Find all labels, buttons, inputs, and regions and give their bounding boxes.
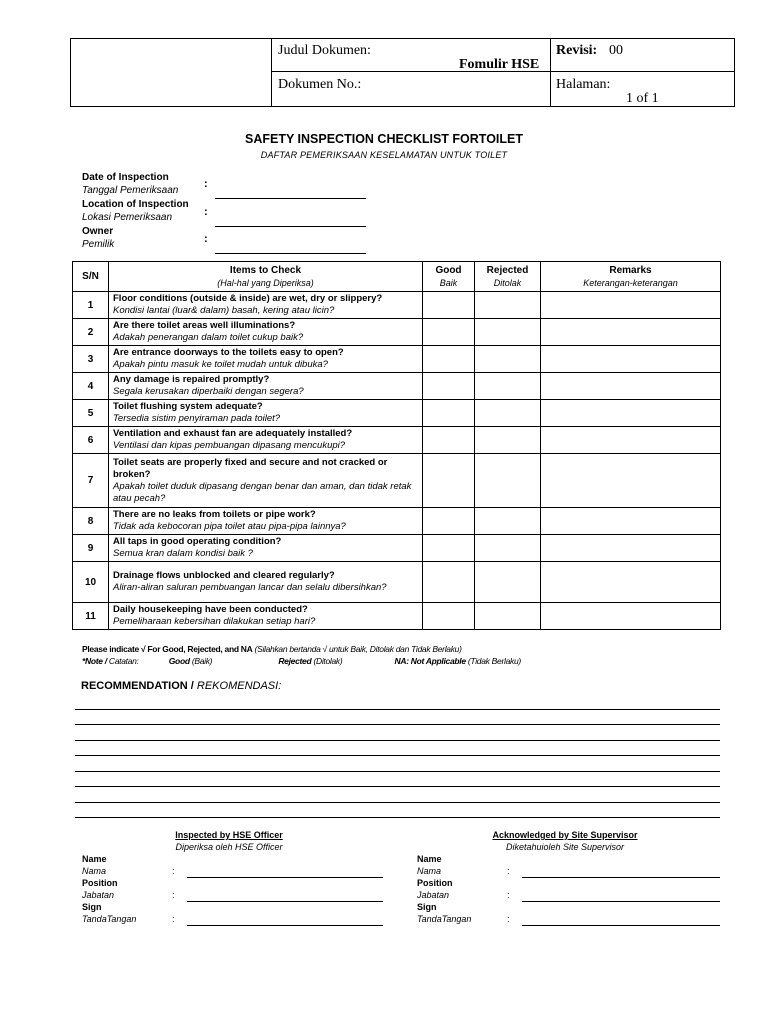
name-label: Name: [82, 854, 107, 864]
dokumen-label: Dokumen No.:: [278, 77, 362, 92]
rejected-cell[interactable]: [475, 400, 541, 427]
page-subtitle: DAFTAR PEMERIKSAAN KESELAMATAN UNTUK TOILET: [260, 150, 508, 160]
inspected-by-subtitle: Diperiksa oleh HSE Officer: [175, 842, 283, 852]
remarks-cell[interactable]: [541, 373, 721, 400]
remarks-cell[interactable]: [541, 400, 721, 427]
item-cell: Floor conditions (outside & inside) are wet, dry or slippery? Kondisi lantai (luar& dalam) basah, kering atau licin?: [109, 292, 423, 319]
recommendation-line[interactable]: [75, 771, 720, 772]
name-label: Name: [417, 854, 442, 864]
header-divider: [271, 39, 272, 106]
supervisor-position-field[interactable]: [522, 901, 720, 902]
item-cell: There are no leaks from toilets or pipe work? Tidak ada kebocoran pipa toilet atau pipa-pipa lainnya?: [109, 508, 423, 535]
remarks-cell[interactable]: [541, 603, 721, 630]
row-number: 6: [73, 427, 109, 454]
colon: :: [172, 890, 175, 900]
recommendation-line[interactable]: [75, 786, 720, 787]
location-label-id: Lokasi Pemeriksaan: [82, 212, 173, 223]
recommendation-line[interactable]: [75, 755, 720, 756]
inspector-name-field[interactable]: [187, 877, 383, 878]
sign-label-id: TandaTangan: [417, 914, 472, 924]
location-field[interactable]: [215, 226, 366, 227]
item-cell: Ventilation and exhaust fan are adequately installed? Ventilasi dan kipas pembuangan dipasang mencukupi?: [109, 427, 423, 454]
item-cell: Are entrance doorways to the toilets easy to open? Apakah pintu masuk ke toilet mudah untuk dibuka?: [109, 346, 423, 373]
item-cell: Toilet seats are properly fixed and secure and not cracked or broken? Apakah toilet duduk dipasang dengan benar dan aman, dan tidak retak atau pecah?: [109, 454, 423, 508]
item-cell: Toilet flushing system adequate? Tersedia sistim penyiraman pada toilet?: [109, 400, 423, 427]
row-number: 2: [73, 319, 109, 346]
revisi-value: 00: [609, 43, 623, 58]
instruction-note: Please indicate √ For Good, Rejected, and NA (Silahkan bertanda √ untuk Baik, Ditolak dan Tidak Berlaku): [82, 644, 462, 654]
item-cell: All taps in good operating condition? Semua kran dalam kondisi baik ?: [109, 535, 423, 562]
recommendation-line[interactable]: [75, 709, 720, 710]
document-header: [70, 38, 735, 107]
row-number: 7: [73, 454, 109, 508]
good-cell[interactable]: [423, 603, 475, 630]
owner-label: Owner: [82, 226, 114, 237]
remarks-cell[interactable]: [541, 292, 721, 319]
table-row: [73, 603, 721, 630]
rejected-cell[interactable]: [475, 346, 541, 373]
sign-label: Sign: [82, 902, 102, 912]
inspector-position-field[interactable]: [187, 901, 383, 902]
supervisor-sign-field[interactable]: [522, 925, 720, 926]
colon: :: [507, 890, 510, 900]
row-number: 5: [73, 400, 109, 427]
header-rejected: Rejected Ditolak: [475, 262, 541, 292]
acknowledged-by-subtitle: Diketahuioleh Site Supervisor: [505, 842, 625, 852]
recommendation-line[interactable]: [75, 802, 720, 803]
name-label-id: Nama: [82, 866, 107, 876]
rejected-cell[interactable]: [475, 603, 541, 630]
halaman-label: Halaman:: [556, 77, 611, 92]
colon: :: [172, 866, 175, 876]
table-row: [73, 535, 721, 562]
remarks-cell[interactable]: [541, 454, 721, 508]
owner-label-id: Pemilik: [82, 239, 115, 250]
sign-label: Sign: [417, 902, 437, 912]
owner-field[interactable]: [215, 253, 366, 254]
colon: :: [204, 178, 208, 190]
rejected-cell[interactable]: [475, 319, 541, 346]
halaman-value: 1 of 1: [626, 91, 659, 106]
recommendation-line[interactable]: [75, 724, 720, 725]
position-label-id: Jabatan: [82, 890, 115, 900]
good-cell[interactable]: [423, 319, 475, 346]
location-label: Location of Inspection: [82, 199, 189, 210]
header-remarks: Remarks Keterangan-keterangan: [541, 262, 721, 292]
row-number: 1: [73, 292, 109, 319]
table-row: [73, 373, 721, 400]
row-number: 11: [73, 603, 109, 630]
colon: :: [204, 233, 208, 245]
good-cell[interactable]: [423, 508, 475, 535]
table-row: [73, 292, 721, 319]
header-sn: S/N: [73, 262, 109, 292]
recommendation-line[interactable]: [75, 740, 720, 741]
judul-value: Fomulir HSE: [459, 57, 540, 72]
rejected-cell[interactable]: [475, 454, 541, 508]
rejected-cell[interactable]: [475, 535, 541, 562]
date-label: Date of Inspection: [82, 172, 169, 183]
date-label-id: Tanggal Pemeriksaan: [82, 185, 179, 196]
table-row: [73, 319, 721, 346]
item-cell: Daily housekeeping have been conducted? Pemeliharaan kebersihan dilakukan setiap hari?: [109, 603, 423, 630]
row-number: 4: [73, 373, 109, 400]
name-label-id: Nama: [417, 866, 442, 876]
rejected-cell[interactable]: [475, 373, 541, 400]
revisi-label: Revisi:: [556, 43, 598, 58]
header-items: Items to Check (Hal-hal yang Diperiksa): [109, 262, 423, 292]
position-label: Position: [417, 878, 453, 888]
header-good: Good Baik: [423, 262, 475, 292]
row-number: 3: [73, 346, 109, 373]
item-cell: Are there toilet areas well illuminations? Adakah penerangan dalam toilet cukup baik?: [109, 319, 423, 346]
sign-label-id: TandaTangan: [82, 914, 137, 924]
good-cell[interactable]: [423, 562, 475, 603]
table-row: [73, 454, 721, 508]
colon: :: [172, 914, 175, 924]
remarks-cell[interactable]: [541, 427, 721, 454]
acknowledged-by-title: Acknowledged by Site Supervisor: [492, 830, 638, 840]
table-row: [73, 400, 721, 427]
recommendation-line[interactable]: [75, 817, 720, 818]
rejected-cell[interactable]: [475, 292, 541, 319]
item-cell: Any damage is repaired promptly? Segala kerusakan diperbaiki dengan segera?: [109, 373, 423, 400]
good-cell[interactable]: [423, 535, 475, 562]
good-cell[interactable]: [423, 400, 475, 427]
judul-label: Judul Dokumen:: [278, 43, 371, 58]
rejected-cell[interactable]: [475, 508, 541, 535]
page-title: SAFETY INSPECTION CHECKLIST FORTOILET: [244, 132, 524, 146]
remarks-cell[interactable]: [541, 535, 721, 562]
inspected-by-title: Inspected by HSE Officer: [175, 830, 283, 840]
table-row: [73, 346, 721, 373]
colon: :: [507, 866, 510, 876]
good-cell[interactable]: [423, 373, 475, 400]
good-cell[interactable]: [423, 427, 475, 454]
supervisor-name-field[interactable]: [522, 877, 720, 878]
remarks-cell[interactable]: [541, 346, 721, 373]
remarks-cell[interactable]: [541, 319, 721, 346]
item-cell: Drainage flows unblocked and cleared regularly? Aliran-aliran saluran pembuangan lancar dan selalu dibersihkan?: [109, 562, 423, 603]
rejected-cell[interactable]: [475, 427, 541, 454]
remarks-cell[interactable]: [541, 562, 721, 603]
position-label: Position: [82, 878, 118, 888]
good-cell[interactable]: [423, 292, 475, 319]
row-number: 10: [73, 562, 109, 603]
inspector-sign-field[interactable]: [187, 925, 383, 926]
legend-note: *Note / Catatan: Good (Baik) Rejected (Ditolak) NA: Not Applicable (Tidak Berlaku): [82, 656, 521, 666]
table-row: [73, 562, 721, 603]
checklist-table: [72, 261, 721, 630]
rejected-cell[interactable]: [475, 562, 541, 603]
table-row: [73, 427, 721, 454]
good-cell[interactable]: [423, 346, 475, 373]
position-label-id: Jabatan: [417, 890, 450, 900]
colon: :: [204, 206, 208, 218]
colon: :: [507, 914, 510, 924]
good-cell[interactable]: [423, 454, 475, 508]
date-field[interactable]: [215, 198, 366, 199]
table-row: [73, 508, 721, 535]
row-number: 8: [73, 508, 109, 535]
remarks-cell[interactable]: [541, 508, 721, 535]
recommendation-label: RECOMMENDATION / REKOMENDASI:: [81, 680, 282, 692]
row-number: 9: [73, 535, 109, 562]
header-divider: [550, 39, 551, 106]
